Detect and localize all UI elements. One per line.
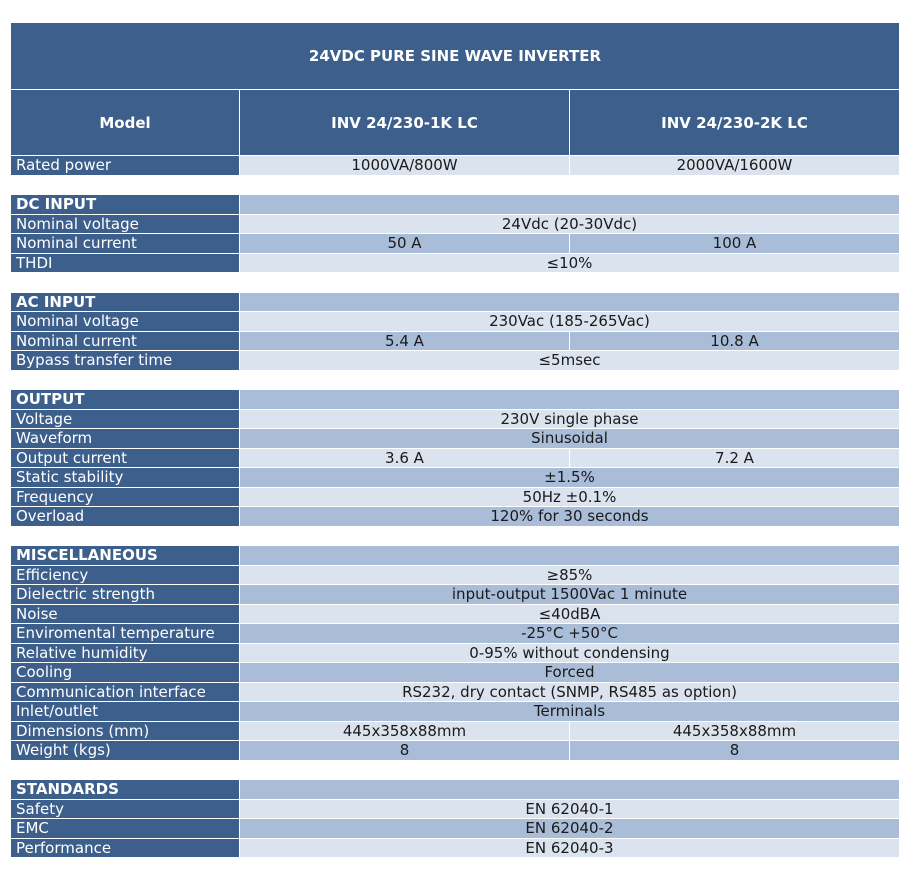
row-label: Inlet/outlet — [11, 702, 240, 722]
value-model-1: 5.4 A — [240, 332, 570, 352]
value-shared: ≥85% — [240, 566, 899, 586]
spec-row — [11, 800, 899, 820]
spec-row — [11, 488, 899, 508]
section-spacer — [11, 176, 899, 196]
spec-row — [11, 605, 899, 625]
row-label: THDI — [11, 254, 240, 274]
row-label: Nominal current — [11, 332, 240, 352]
spec-row — [11, 215, 899, 235]
value-model-2: 8 — [570, 741, 899, 761]
row-label: Nominal voltage — [11, 312, 240, 332]
value-shared: ≤10% — [240, 254, 899, 274]
value-model-2: 10.8 A — [570, 332, 899, 352]
spec-row — [11, 644, 899, 664]
value-shared: ≤40dBA — [240, 605, 899, 625]
value-model-2: 445x358x88mm — [570, 722, 899, 742]
spec-row — [11, 702, 899, 722]
row-label: Dielectric strength — [11, 585, 240, 605]
spec-row — [11, 351, 899, 371]
section-header-row — [11, 390, 899, 410]
section-header-row — [11, 546, 899, 566]
section-title: MISCELLANEOUS — [11, 546, 240, 566]
row-label: Enviromental temperature — [11, 624, 240, 644]
section-title: AC INPUT — [11, 293, 240, 313]
table-title: 24VDC PURE SINE WAVE INVERTER — [308, 47, 602, 65]
row-label: EMC — [11, 819, 240, 839]
value-shared: EN 62040-1 — [240, 800, 899, 820]
value-shared: RS232, dry contact (SNMP, RS485 as option) — [240, 683, 899, 703]
value-shared: 50Hz ±0.1% — [240, 488, 899, 508]
value-shared: ≤5msec — [240, 351, 899, 371]
spec-row — [11, 722, 899, 742]
row-label: Frequency — [11, 488, 240, 508]
section-header-bar — [240, 195, 899, 215]
spec-row — [11, 585, 899, 605]
spec-row — [11, 839, 899, 859]
row-label: Bypass transfer time — [11, 351, 240, 371]
value-shared: input-output 1500Vac 1 minute — [240, 585, 899, 605]
value-shared: Forced — [240, 663, 899, 683]
value-model-1: 445x358x88mm — [240, 722, 570, 742]
row-label: Nominal current — [11, 234, 240, 254]
spec-row — [11, 312, 899, 332]
value-shared: Sinusoidal — [240, 429, 899, 449]
spec-row — [11, 449, 899, 469]
value-model-2: 2000VA/1600W — [570, 156, 899, 176]
section-header-bar — [240, 390, 899, 410]
value-model-1: 3.6 A — [240, 449, 570, 469]
value-shared: 230Vac (185-265Vac) — [240, 312, 899, 332]
spec-row — [11, 663, 899, 683]
row-label: Dimensions (mm) — [11, 722, 240, 742]
model-2-name: INV 24/230-2K LC — [661, 113, 808, 132]
value-model-1: 1000VA/800W — [240, 156, 570, 176]
row-label: Safety — [11, 800, 240, 820]
row-label: Output current — [11, 449, 240, 469]
section-header-row — [11, 293, 899, 313]
row-label: Static stability — [11, 468, 240, 488]
value-shared: Terminals — [240, 702, 899, 722]
spec-row — [11, 741, 899, 761]
section-header-bar — [240, 546, 899, 566]
value-shared: 120% for 30 seconds — [240, 507, 899, 527]
section-title: OUTPUT — [11, 390, 240, 410]
section-spacer — [11, 371, 899, 391]
title-row — [11, 23, 899, 90]
spec-table — [11, 23, 899, 858]
row-label: Performance — [11, 839, 240, 859]
value-model-2: 100 A — [570, 234, 899, 254]
model-label: Model — [11, 90, 240, 155]
section-spacer — [11, 527, 899, 547]
section-header-row — [11, 195, 899, 215]
spec-row — [11, 566, 899, 586]
value-shared: -25°C +50°C — [240, 624, 899, 644]
value-shared: 24Vdc (20-30Vdc) — [240, 215, 899, 235]
spec-row — [11, 819, 899, 839]
row-label: Weight (kgs) — [11, 741, 240, 761]
section-header-bar — [240, 293, 899, 313]
spec-row — [11, 410, 899, 430]
spec-row — [11, 429, 899, 449]
spec-row — [11, 254, 899, 274]
value-model-1: 8 — [240, 741, 570, 761]
section-spacer — [11, 273, 899, 293]
row-label: Communication interface — [11, 683, 240, 703]
section-title: DC INPUT — [11, 195, 240, 215]
value-model-2: 7.2 A — [570, 449, 899, 469]
spec-row — [11, 683, 899, 703]
model-header-row — [11, 90, 899, 156]
spec-row — [11, 332, 899, 352]
row-label: Cooling — [11, 663, 240, 683]
row-label: Nominal voltage — [11, 215, 240, 235]
value-shared: ±1.5% — [240, 468, 899, 488]
row-label: Relative humidity — [11, 644, 240, 664]
spec-row — [11, 507, 899, 527]
model-1-name: INV 24/230-1K LC — [240, 90, 570, 155]
section-title: STANDARDS — [11, 780, 240, 800]
section-header-bar — [240, 780, 899, 800]
value-shared: EN 62040-3 — [240, 839, 899, 859]
row-label: Voltage — [11, 410, 240, 430]
section-spacer — [11, 761, 899, 781]
row-label: Overload — [11, 507, 240, 527]
row-label: Waveform — [11, 429, 240, 449]
value-shared: EN 62040-2 — [240, 819, 899, 839]
row-label: Efficiency — [11, 566, 240, 586]
sections — [11, 176, 899, 859]
value-shared: 230V single phase — [240, 410, 899, 430]
spec-row — [11, 468, 899, 488]
spec-row — [11, 624, 899, 644]
section-header-row — [11, 780, 899, 800]
value-shared: 0-95% without condensing — [240, 644, 899, 664]
value-model-1: 50 A — [240, 234, 570, 254]
row-label: Rated power — [11, 156, 240, 176]
row-label: Noise — [11, 605, 240, 625]
rated-power-row — [11, 156, 899, 176]
spec-row — [11, 234, 899, 254]
